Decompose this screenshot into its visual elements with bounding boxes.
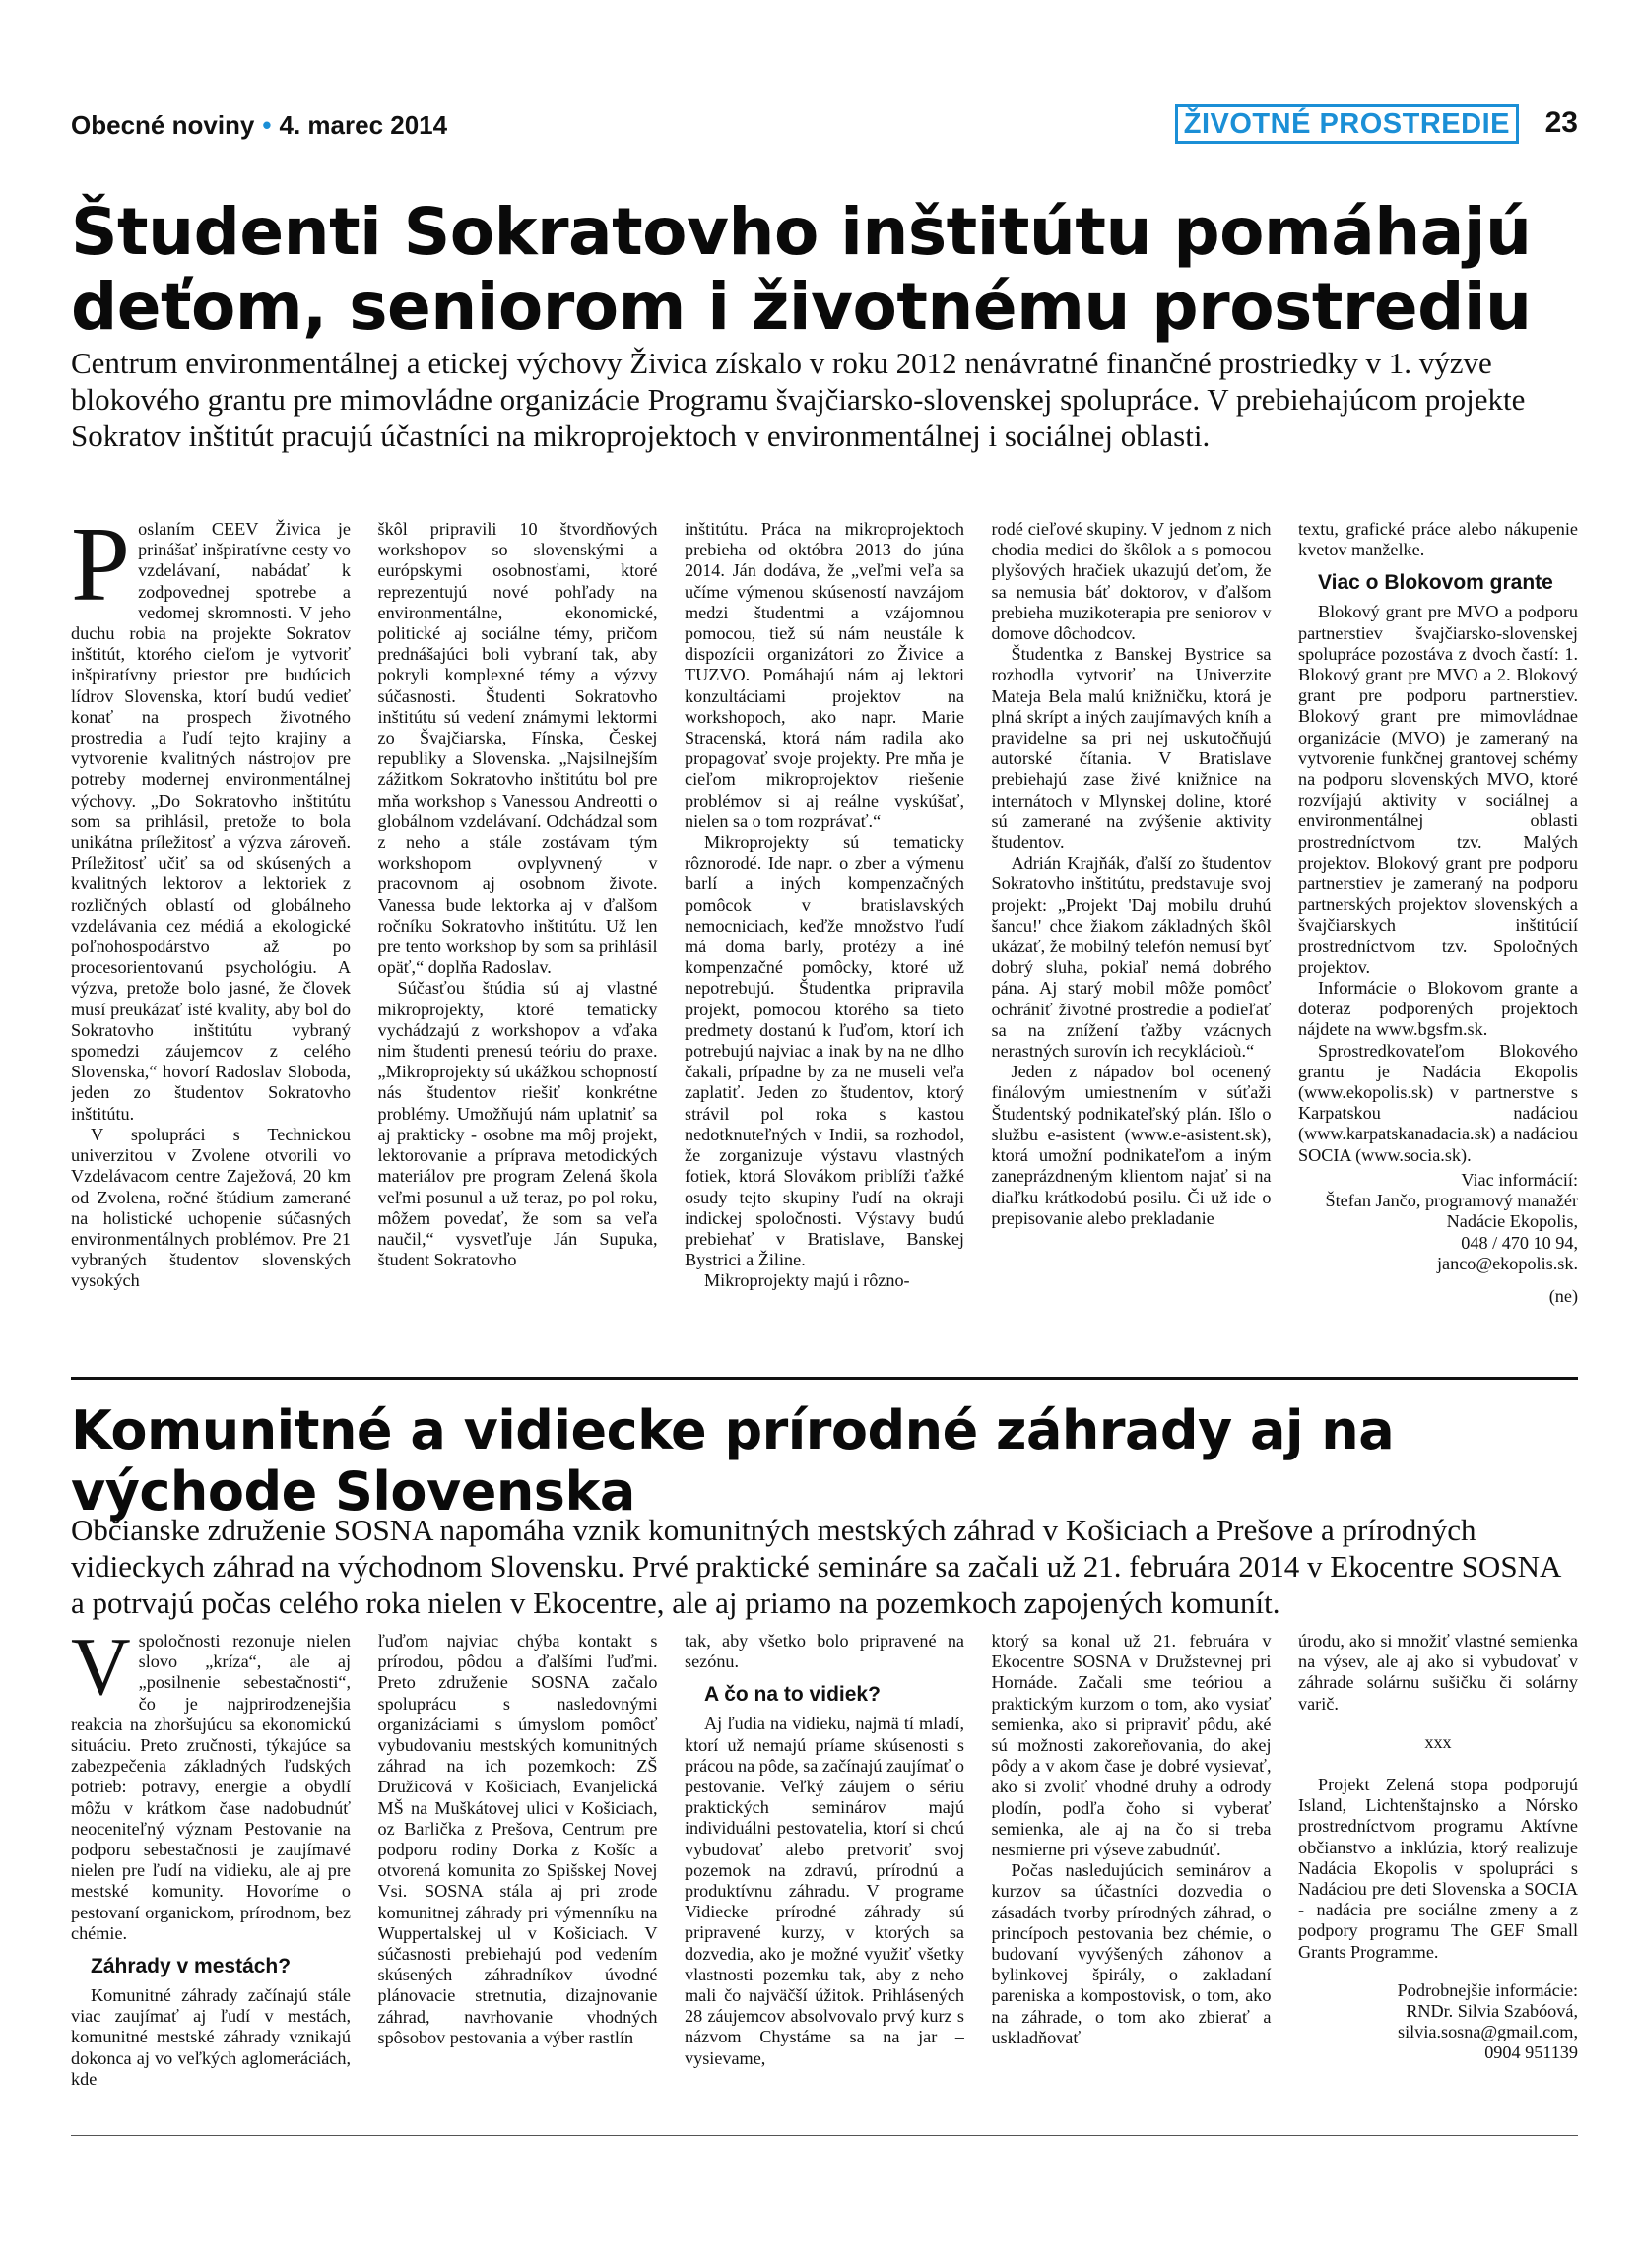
section-label: ŽIVOTNÉ PROSTREDIE bbox=[1175, 104, 1519, 144]
article2-paragraph: tak, aby všetko bolo pripravené na sezónu. bbox=[685, 1631, 964, 1672]
contact-line: 0904 951139 bbox=[1484, 2042, 1578, 2063]
section-divider bbox=[71, 1377, 1578, 1380]
page-number: 23 bbox=[1544, 106, 1578, 139]
contact-line: Štefan Jančo, programový manažér Nadácie Ekopolis, bbox=[1325, 1191, 1578, 1232]
sidebar-subheading: Viac o Blokovom grante bbox=[1318, 571, 1553, 595]
article1-paragraph: textu, grafické práce alebo nákupenie kvetov manželke. bbox=[1298, 519, 1578, 560]
article2-headline: Komunitné a vidiecke prírodné záhrady aj na východe Slovenska bbox=[71, 1399, 1395, 1523]
publication-date: 4. marec 2014 bbox=[279, 110, 448, 140]
contact-line: Viac informácií: bbox=[1461, 1169, 1578, 1190]
drop-cap: P bbox=[71, 519, 131, 623]
article2-paragraph: Komunitné záhrady začínajú stále viac zaujímať aj ľudí v mestách, komunitné mestské záhrady vznikajú dokonca aj vo veľkých aglomeráciách, kde bbox=[71, 1985, 351, 2089]
article2-column-2 bbox=[378, 1631, 658, 2125]
drop-cap: V bbox=[71, 1631, 131, 1713]
separator-mark: xxx bbox=[1424, 1731, 1452, 1752]
article1-paragraph: Mikroprojekty majú i rôzno- bbox=[704, 1270, 910, 1291]
article1-paragraph: inštitútu. Práca na mikroprojektoch prebieha od októbra 2013 do júna 2014. Ján dodáva, že „veľmi veľa sa učíme výmenou skúseností navzájom medzi študentmi a vzájomnou pomocou, tiež sú nám neustále k dispozícii organizátori zo Živice a TUZVO. Pomáhajú nám aj lektori konzultáciami projektov na workshopoch, ako napr. Marie Stracenská, ktorá nám radila ako propagovať svoje projekty. Pre mňa je cieľom mikroprojektov riešenie problémov si aj reálne vyskúšať, nielen sa o tom rozprávať.“ bbox=[685, 519, 964, 831]
article1-headline: Študenti Sokratovho inštitútu pomáhajú deťom, seniorom i životnému prostrediu bbox=[71, 194, 1532, 345]
article1-paragraph: Adrián Krajňák, ďalší zo študentov Sokratovho inštitútu, predstavuje svoj projekt: „Projekt 'Daj mobilu druhú šancu!' chce žiakom základných škôl ukázať, že mobilný telefón nemusí byť dobrý sluha, pokiaľ nemá dobrého pána. Aj starý mobil môže pomôcť ochrániť životné prostredie a podieľať sa na znížení ťažby vzácnych nerastných surovín ich recyklácioù.“ bbox=[991, 853, 1272, 1062]
article2-paragraph: úrodu, ako si množiť vlastné semienka na výsev, ale aj ako si vybudovať v záhrade solárnu sušičku či solárny varič. bbox=[1298, 1631, 1578, 1714]
contact-line: Podrobnejšie informácie: bbox=[1397, 1979, 1578, 2000]
bullet-separator: • bbox=[262, 110, 272, 140]
article2-column-4 bbox=[992, 1631, 1272, 2125]
page-header bbox=[71, 104, 1578, 146]
article2-lead: Občianske združenie SOSNA napomáha vznik komunitných mestských záhrad v Košiciach a Prešove a prírodných vidieckych záhrad na východnom Slovensku. Prvé praktické semináre sa začali už 21. februára 2014 v Ekocentre SOSNA a potrvajú počas celého roka nielen v Ekocentre, ale aj priamo na pozemkoch zapojených komunít. bbox=[71, 1513, 1560, 1620]
contact-line: silvia.sosna@gmail.com, bbox=[1398, 2022, 1578, 2042]
article1-paragraph: Informácie o Blokovom grante a doteraz podporených projektoch nájdete na www.bgsfm.sk. bbox=[1298, 978, 1578, 1040]
bottom-divider bbox=[71, 2135, 1578, 2136]
author-signature: (ne) bbox=[1548, 1285, 1578, 1306]
article2-subheading: A čo na to vidiek? bbox=[704, 1683, 881, 1707]
article2-paragraph: ktorý sa konal už 21. februára v Ekocentre SOSNA v Družstevnej pri Hornáde. Začali sme teóriou a praktickým kurzom o tom, ako vysiať semienka, ako si pripraviť pôdu, aké sú možnosti zakoreňovania, do akej pôdy a v akom čase je dobré vysievať, ako si zvoliť vhodné druhy a odrody plodín, podľa čoho si vyberať semienka, ale aj na čo si treba nesmierne pri výseve zabudnúť. bbox=[991, 1631, 1272, 1860]
article1-column-3 bbox=[685, 519, 964, 1366]
contact-line: janco@ekopolis.sk. bbox=[1436, 1253, 1578, 1273]
article1-column-2 bbox=[378, 519, 658, 1366]
contact-line: 048 / 470 10 94, bbox=[1461, 1232, 1578, 1253]
article2-body bbox=[71, 1631, 1578, 2125]
article1-paragraph: Poslaním CEEV Živica je prinášať inšpiratívne cesty vo vzdelávaní, nabádať k zodpovednej spotrebe a vedomej skromnosti. V jeho duchu robia na projekte Sokratov inštitút, ktorého cieľom je vytvoriť inšpiratívny priestor pre budúcich lídrov Slovenska, ktorí budú vedieť konať na prospech životného prostredia a ľudí tejto krajiny a vytvorenie kvalitných nástrojov pre potreby modernej environmentálnej výchovy. „Do Sokratovho inštitútu som sa prihlásil, pretože to bola unikátna príležitosť a výzva zároveň. Príležitosť učiť sa od skúsených a kvalitných lektorov a lektoriek z rozličných oblastí od globálneho vzdelávania cez médiá a ekologické poľnohospodárstvo až po procesorientovanú psychológiu. A výzva, pretože bolo jasné, že človek musí preukázať isté kvality, aby bol do Sokratovho inštitútu vybraný spomedzi záujemcov z celého Slovenska,“ hovorí Radoslav Sloboda, jeden zo študentov Sokratovho inštitútu. bbox=[71, 519, 351, 1124]
article1-body bbox=[71, 519, 1578, 1366]
publication-line bbox=[71, 110, 447, 141]
article1-paragraph: Súčasťou štúdia sú aj vlastné mikroprojekty, ktoré tematicky vychádzajú z workshopov a vďaka nim študenti prenesú teóriu do praxe. „Mikroprojekty sú ukážkou schopností nás študentov riešiť konkrétne problémy. Umožňujú nám uplatniť sa aj prakticky - osobne ma môj projekt, lektorovanie a príprava metodických materiálov pre program Zelená škola veľmi posunul a už teraz, po pol roku, môžem povedať, že som sa veľa naučil,“ vysvetľuje Ján Supuka, študent Sokratovho bbox=[377, 978, 658, 1270]
article1-paragraph: Jeden z nápadov bol ocenený finálovým umiestnením v súťaži Študentský podnikateľský plán. Išlo o službu e-asistent (www.e-asistent.sk), ktorá umožní podnikateľom a iným zaneprázdneným klientom najať si na diaľku krátkodobú posilu. Či už ide o prepisovanie alebo prekladanie bbox=[991, 1062, 1272, 1228]
article2-column-3 bbox=[685, 1631, 964, 2125]
article2-subheading: Záhrady v mestách? bbox=[91, 1955, 292, 1978]
article1-column-4 bbox=[992, 519, 1272, 1366]
article1-paragraph: škôl pripravili 10 štvordňových workshopov so slovenskými a európskymi osobnosťami, ktoré reprezentujú nové pohľady na environmentálne, ekonomické, politické aj sociálne témy, pričom prednášajúci boli vybraní tak, aby pokryli komplexné témy a výzvy súčasnosti. Študenti Sokratovho inštitútu sú vedení známymi lektormi zo Švajčiarska, Fínska, Českej republiky a Slovenska. „Najsilnejším zážitkom Sokratovho inštitútu bol pre mňa workshop s Vanessou Andreotti o globálnom vzdelávaní. Odchádzal som z neho a stále zostávam tým workshopom ovplyvnený v pracovnom aj osobnom živote. Vanessa bude lektorka aj v ďalšom ročníku Sokratovho inštitútu. Už len pre tento workshop by som sa prihlásil opäť,“ doplňa Radoslav. bbox=[377, 519, 658, 978]
article1-lead: Centrum environmentálnej a etickej výchovy Živica získalo v roku 2012 nenávratné finančné prostriedky v 1. výzve blokového grantu pre mimovládne organizácie Programu švajčiarsko-slovenskej spolupráce. V prebiehajúcom projekte Sokratov inštitút pracujú účastníci na mikroprojektoch v environmentálnej i sociálnej oblasti. bbox=[71, 346, 1526, 453]
article1-paragraph: Mikroprojekty sú tematicky rôznorodé. Ide napr. o zber a výmenu barlí a iných kompenzačných pomôcok v bratislavských nemocniciach, keďže množstvo ľudí má doma barly, protézy a iné kompenzačné pomôcky, ktoré už nepotrebujú. Študentka pripravila projekt, pomocou ktorého sa tieto predmety dostanú k ľuďom, ktorí ich potrebujú najviac a inak by na ne dlho čakali, prípadne by za ne museli veľa zaplatiť. Jeden zo študentov, ktorý strávil pol roka s kastou nedotknuteľných v Indii, sa rozhodol, že zorganizuje výstavu vlastných fotiek, ktorá Slovákom priblíži ťažké osudy tejto skupiny ľudí na okraji indickej spoločnosti. Výstavy budú prebiehať v Bratislave, Banskej Bystrici a Žiline. bbox=[685, 832, 964, 1270]
article1-paragraph: Študentka z Banskej Bystrice sa rozhodla vytvoriť na Univerzite Mateja Bela malú knižničku, ktorá je plná skrípt a iných zaujímavých kníh a pravidelne sa pri nej uskutočňujú autorské čítania. V Bratislave prebiehajú zase živé knižnice na internátoch v Mlynskej doline, ktoré sú zamerané na zvýšenie aktivity študentov. bbox=[991, 644, 1272, 853]
article1-paragraph: rodé cieľové skupiny. V jednom z nich chodia medici do škôlok a s pomocou plyšových hračiek ukazujú deťom, že sa nemusia báť doktorov, v ďalšom prebieha muzikoterapia pre seniorov v domove dôchodcov. bbox=[991, 519, 1272, 644]
article1-column-5 bbox=[1298, 519, 1578, 1366]
article1-column-1 bbox=[71, 519, 351, 1366]
article1-paragraph: Sprostredkovateľom Blokového grantu je Nadácia Ekopolis (www.ekopolis.sk) v partnerstve s Karpatskou nadáciou (www.karpatskanadacia.sk) a nadáciou SOCIA (www.socia.sk). bbox=[1298, 1040, 1578, 1165]
article2-paragraph: Vspoločnosti rezonuje nielen slovo „kríza“, ale aj „posilnenie sebestačnosti“, čo je najprirodzenejšia reakcia na zhoršujúcu sa ekonomickú situáciu. Preto zručnosti, týkajúce sa zabezpečenia základných ľudských potrieb: potravy, energie a obydlí môžu v krátkom čase nadobudnúť neoceniteľný význam Pestovanie na podporu sebestačnosti je zaujímavé nielen pre ľudí na vidieku, ale aj pre mestské komunity. Hovoríme o pestovaní organickom, prírodnom, bez chémie. bbox=[71, 1631, 351, 1943]
article2-paragraph: Projekt Zelená stopa podporujú Island, Lichtenštajnsko a Nórsko prostredníctvom programu Aktívne občianstvo a inklúzia, ktorý realizuje Nadácia Ekopolis v spolupráci s Nadáciou pre deti Slovenska a SOCIA - nadácia pre sociálne zmeny a z podpory programu The GEF Small Grants Programme. bbox=[1298, 1775, 1578, 1962]
article2-paragraph: ľuďom najviac chýba kontakt s prírodou, pôdou a ďalšími ľuďmi. Preto združenie SOSNA začalo spoluprácu s nasledovnými organizáciami s úmyslom pomôcť vybudovaniu mestských komunitných záhrad na ich pozemkoch: ZŠ Družicová v Košiciach, Evanjelická MŠ na Muškátovej ulici v Košiciach, oz Barlička z Prešova, Centrum pre podporu rodiny Dorka z Košíc a otvorená komunita zo Spišskej Novej Vsi. SOSNA stála aj pri zrode komunitnej záhrady pri výmenníku na Wuppertalskej ul v Košiciach. V súčasnosti prebiehajú pod vedením skúsených záhradníkov úvodné plánovacie stretnutia, dizajnovanie záhrad, navrhovanie vhodných spôsobov pestovania a výber rastlín bbox=[377, 1631, 658, 2047]
article1-paragraph: Blokový grant pre MVO a podporu partnerstiev švajčiarsko-slovenskej spolupráce pozostáva z dvoch častí: 1. Blokový grant pre MVO a 2. Blokový grant pre podporu partnerstiev. Blokový grant pre mimovládnae organizácie (MVO) je zameraný na vytvorenie funkčnej grantovej schémy na podporu slovenských MVO, ktoré rozvíjajú aktivity v sociálnej a environmentálnej oblasti prostredníctvom tzv. Malých projektov. Blokový grant pre podporu partnerstiev je zameraný na podporu partnerských projektov slovenských a švajčiarskych inštitúcií prostredníctvom tzv. Spoločných projektov. bbox=[1298, 602, 1578, 977]
article2-column-5 bbox=[1298, 1631, 1578, 2125]
contact-line: RNDr. Silvia Szabóová, bbox=[1406, 2001, 1578, 2022]
publication-name: Obecné noviny bbox=[71, 110, 255, 140]
article2-paragraph: Počas nasledujúcich seminárov a kurzov sa účastníci dozvedia o zásadách tvorby prírodných záhrad, o princípoch pestovania bez chémie, o budovaní vyvýšených záhonov a bylinkovej špirály, o zakladaní pareniska a kompostovisk, o tom, ako na záhrade, o tom ako zbierať a uskladňovať bbox=[991, 1860, 1272, 2047]
article2-paragraph: Aj ľudia na vidieku, najmä tí mladí, ktorí už nemajú príame skúsenosti s prácou na pôde, sa začínajú zaujímať o pestovanie. Veľký záujem o sériu praktických seminárov majú individuálni pestovatelia, ktorí si chcú vybudovať alebo pretvoriť svoj pozemok na zdravú, prírodnú a produktívnu záhradu. V programe Vidiecke prírodné záhrady sú pripravené kurzy, v ktorých sa dozvedia, ako je možné využiť všetky vlastnosti pozemku tak, aby z neho mali čo najväčší úžitok. Prihlásených 28 záujemcov absolvovalo prvý kurz s názvom Chystáme sa na jar – vysievame, bbox=[685, 1714, 964, 2068]
article1-paragraph: V spolupráci s Technickou univerzitou v Zvolene otvorili vo Vzdelávacom centre Zaježová, 20 km od Zvolena, ročné štúdium zamerané na holistické uchopenie súčasných environmentálnych problémov. Pre 21 vybraných študentov slovenských vysokých bbox=[71, 1124, 351, 1291]
article2-column-1 bbox=[71, 1631, 351, 2125]
